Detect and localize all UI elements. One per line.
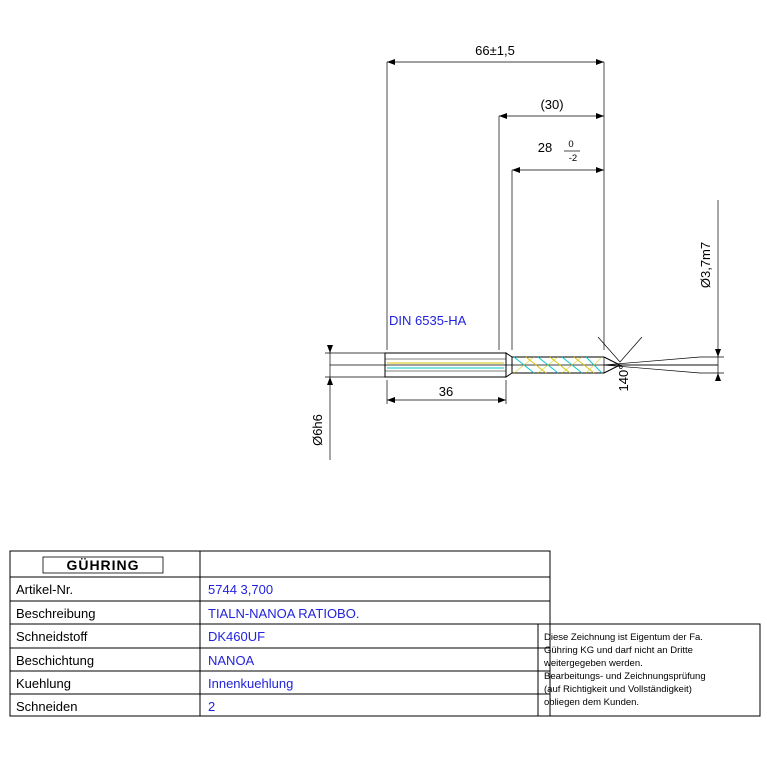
- table-label-1: Beschreibung: [16, 606, 96, 621]
- dimension-lines: [325, 59, 724, 460]
- table-label-4: Kuehlung: [16, 676, 71, 691]
- dim-tolerance-lower: -2: [568, 153, 578, 164]
- dim-overall-length: 66±1,5: [475, 43, 515, 58]
- arrow-28-left: [512, 167, 520, 173]
- table-value-3: NANOA: [208, 653, 255, 668]
- table-value-4: Innenkuehlung: [208, 676, 294, 691]
- arrow-tip-dia-bottom: [715, 373, 721, 381]
- dim-shank-length: 36: [438, 384, 454, 399]
- arrow-overall-right: [596, 59, 604, 65]
- note-line-3: Bearbeitungs- und Zeichnungsprüfung: [544, 671, 706, 682]
- note-line-4: (auf Richtigkeit und Vollständigkeit): [544, 684, 692, 695]
- note-line-5: obliegen dem Kunden.: [544, 697, 640, 708]
- arrow-shank-dia-bottom: [327, 377, 333, 385]
- table-label-3: Beschichtung: [16, 653, 95, 668]
- note-line-1: Gühring KG und darf nicht an Dritte: [544, 645, 693, 656]
- table-outer-frame: [10, 551, 550, 716]
- arrow-30-right: [596, 113, 604, 119]
- arrow-36-right: [498, 397, 506, 403]
- table-value-5: 2: [208, 699, 216, 714]
- dim-shank-diameter: Ø6h6: [310, 414, 325, 446]
- note-line-0: Diese Zeichnung ist Eigentum der Fa.: [544, 632, 703, 643]
- arrow-overall-left: [387, 59, 395, 65]
- title-block-table: [10, 551, 550, 716]
- arrow-tip-dia-top: [715, 349, 721, 357]
- dim-tip-diameter: Ø3,7m7: [698, 241, 713, 289]
- table-value-2: DK460UF: [208, 629, 266, 644]
- table-label-2: Schneidstoff: [16, 629, 88, 644]
- note-line-2: weitergegeben werden.: [544, 658, 643, 669]
- company-logo: GÜHRING: [66, 557, 140, 573]
- table-label-5: Schneiden: [16, 699, 78, 714]
- dim-flute-region: (30): [540, 97, 564, 112]
- arrow-shank-dia-top: [327, 345, 333, 353]
- table-value-1: TIALN-NANOA RATIOBO.: [208, 606, 360, 621]
- dim-point-angle: 140°: [616, 364, 631, 392]
- legal-note-box: [538, 624, 760, 716]
- standard-label: DIN 6535-HA: [389, 313, 467, 328]
- table-value-0: 5744 3,700: [208, 582, 274, 597]
- tool-geometry: [330, 353, 718, 377]
- arrow-28-right: [596, 167, 604, 173]
- arrow-36-left: [387, 397, 395, 403]
- table-label-0: Artikel-Nr.: [16, 582, 74, 597]
- dim-tolerance-main: 28: [537, 140, 553, 155]
- arrow-30-left: [499, 113, 507, 119]
- dim-tolerance-upper: 0: [568, 139, 574, 150]
- angle-leader: [598, 337, 642, 362]
- tip-taper-upper: [604, 357, 700, 365]
